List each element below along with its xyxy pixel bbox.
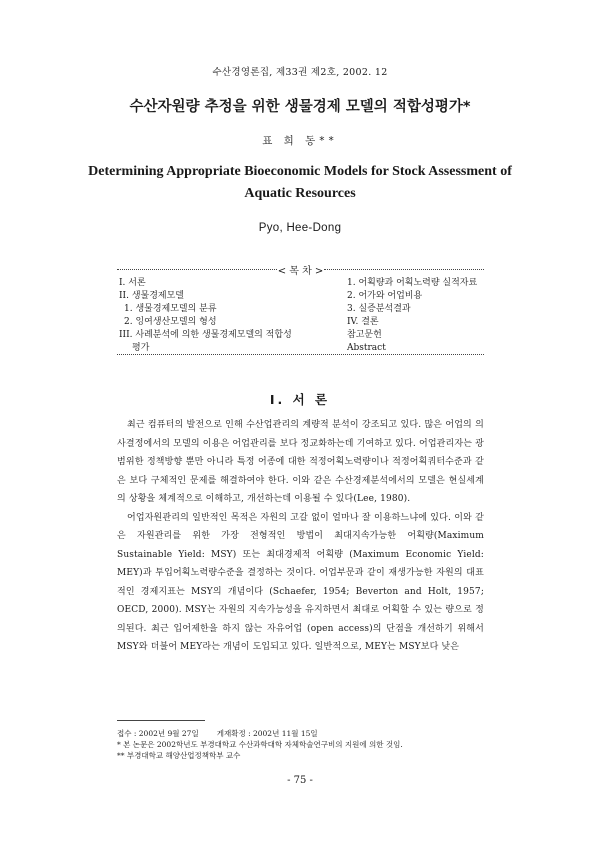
toc-item: 2. 잉여생산모델의 형성 — [124, 317, 217, 327]
toc-item: II. 생물경제모델 — [119, 291, 184, 301]
toc-rule-left — [117, 269, 277, 270]
footnote-rule — [117, 720, 205, 721]
footnote-funding: * 본 논문은 2002학년도 부경대학교 수산과학대학 자체학술연구비의 지원에 의한 것임. — [117, 740, 403, 749]
body-paragraph: 어업자원관리의 일반적인 목적은 자원의 고갈 없이 얼마나 잘 이용하느냐에 있다. 이와 같은 자원관리를 위한 가장 전형적인 방법이 최대지속가능한 어획량(Maximum Sustainable Yield: MSY) 또는 최대경제적 어획량 (Maximum Economic Yield: MEY)과 투입어획노력량수준을 결정하는 것이다. 어업부문과 같이 재생가능한 자원의 대표적인 경제지표는 MSY의 개념이다 (Schaefer, 1954; Beverton and Holt, 1957; OECD, 2000). MSY는 자원의 지속가능성을 유지하면서 최대로 어획할 수 있는 량으로 정의된다. 최근 입어제한을 하지 않는 자유어업 (open access)의 단점을 개선하기 위해서 MSY와 더불어 MEY라는 개념이 도입되고 있다. 일반적으로, MEY는 MSY보다 낮은 — [117, 512, 484, 652]
toc-rule-right — [324, 269, 484, 270]
title-korean: 수산자원량 추정을 위한 생물경제 모델의 적합성평가* — [129, 99, 471, 115]
journal-header: 수산경영론집, 제33권 제2호, 2002. 12 — [212, 67, 388, 78]
toc-right-column — [347, 277, 484, 355]
footnote-affiliation: ** 부경대학교 해양산업정책학부 교수 — [117, 751, 241, 760]
toc-item: 평가 — [132, 343, 150, 353]
author-korean: 표 희 동** — [262, 135, 338, 147]
toc-item: 3. 실증분석결과 — [347, 304, 411, 314]
section-heading: I. 서 론 — [269, 392, 331, 407]
toc-left-column — [119, 277, 319, 355]
toc-item: 참고문헌 — [347, 330, 382, 340]
accepted-date: 게재확정 : 2002년 11월 15일 — [216, 729, 318, 738]
toc-item: 2. 어가와 어업비용 — [347, 291, 423, 301]
received-date: 접수 : 2002년 9월 27일 — [117, 729, 199, 738]
table-of-contents — [117, 263, 484, 355]
toc-item: I. 서론 — [119, 278, 146, 288]
toc-heading: < 목 차 > — [277, 266, 324, 277]
toc-item: 1. 어획량과 어획노력량 실적자료 — [347, 278, 478, 288]
toc-item: 1. 생물경제모델의 분류 — [124, 304, 217, 314]
footnote-dates — [117, 728, 497, 739]
toc-item: Abstract — [347, 343, 386, 353]
page-number: - 75 - — [287, 775, 313, 786]
toc-item: III. 사례분석에 의한 생물경제모델의 적합성 — [119, 330, 292, 340]
author-english: Pyo, Hee-Dong — [258, 222, 342, 234]
toc-item: IV. 결론 — [347, 317, 379, 327]
body-paragraph: 최근 컴퓨터의 발전으로 인해 수산업관리의 계량적 분석이 강조되고 있다. 많은 어업의 의사결정에서의 모델의 이용은 어업관리를 보다 정교화하는데 기여하고 있다. 어업관리자는 광범위한 정책방향 뿐만 아니라 특정 어종에 대한 적정어획노력량이나 적정어획쿼터수준과 같은 보다 구체적인 문제를 해결하여야 한다. 이와 같은 수산경제분석에서의 모델은 현실세계의 상황을 체계적으로 이해하고, 개선하는데 이용될 수 있다(Lee, 1980). — [117, 420, 484, 504]
title-english: Determining Appropriate Bioeconomic Models for Stock Assessment of Aquatic Resources — [88, 164, 512, 201]
footnotes — [117, 728, 497, 761]
body-text — [117, 416, 484, 657]
